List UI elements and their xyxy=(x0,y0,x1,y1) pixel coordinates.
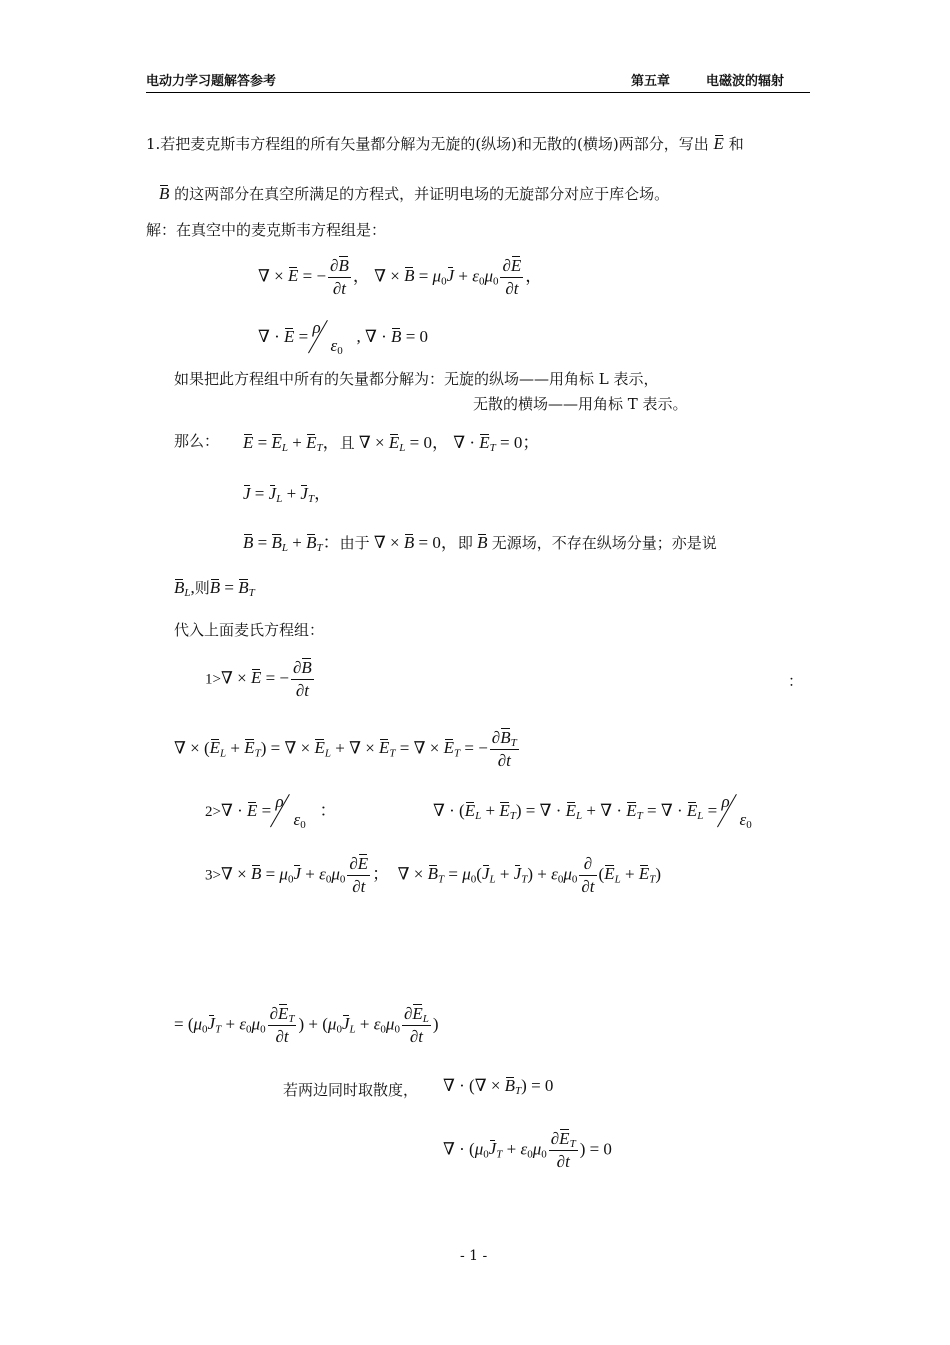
eq1-expanded: ∇ × $(E_L + E_T)$ = ∇ × $E_L$ + ∇ × $E_T$ = ∇ × $E_T$ = − $\frac{\partial B_T}{\partial t}$ xyxy=(174,728,517,770)
page-number: - 1 - xyxy=(460,1248,488,1264)
j-decomposition: $J = J_L + J_T$， xyxy=(243,484,332,505)
problem-symbol-B: B xyxy=(159,184,170,203)
ze-word: 则 xyxy=(194,581,210,597)
eq2-gauss: 2>∇ · E = ρ $\varepsilon_0$ ： xyxy=(205,792,337,831)
maxwell-div-equations: ∇ · E = ρ $\varepsilon_0$ , ∇ · B = 0 xyxy=(258,318,429,357)
divergence-of-curl: ∇ · (∇ × $B_T) = 0$ xyxy=(443,1076,554,1097)
solution-intro: 解：在真空中的麦克斯韦方程组是： xyxy=(146,221,387,239)
maxwell-curl-equations: ∇ × E = − $\frac{\partial B}{\partial t}$ ， ∇ × $B = \mu_0J + \varepsilon_0\mu_0$ $\frac{\partial E}{\partial t}$ ， xyxy=(258,256,543,298)
problem-line-2-text: 的这两部分在真空所满足的方程式，并证明电场的无旋部分对应于库仑场。 xyxy=(174,185,670,203)
e-decomposition: $E = E_L + E_T$，且 ∇ × $E_L = 0$， ∇ · $E_T = 0$； xyxy=(243,433,540,454)
then-label: 那么： xyxy=(174,432,220,450)
b-text-1: 由于 xyxy=(339,536,370,552)
eq1-faraday: 1>∇ × E = − $\frac{\partial B}{\partial t}$ xyxy=(205,658,312,700)
eq1-label: 1> xyxy=(205,671,221,688)
b-decomposition: $B = B_L + B_T$：由于 ∇ × B = 0，即 B 无源场，不存在纵场分量；亦是说 xyxy=(243,533,717,554)
problem-line-1-tail: 和 xyxy=(728,135,744,153)
problem-line-1-text: 1.若把麦克斯韦方程组的所有矢量都分解为无旋的(纵场)和无散的(横场)两部分，写出 xyxy=(146,135,709,153)
b-text-2: 即 xyxy=(457,536,473,552)
running-header-chapter: 第五章 xyxy=(631,74,671,89)
eq2-expanded: ∇ · $(E_L + E_T)$ = ∇ · $E_L$ + ∇ · $E_T$ = ∇ · $E_L$ = ρ $\varepsilon_0$ xyxy=(433,792,752,831)
problem-symbol-E: E xyxy=(713,134,724,153)
stray-colon: ： xyxy=(788,672,804,690)
eq3-ampere: $3>\nabla \times B = \mu_0J + \varepsilon_0\mu_0$ $\frac{\partial E}{\partial t}$ ； ∇ × $B_T = \mu_0(J_L + J_T) + \varepsilon_0\mu_0$ $\frac{\partial}{\partial t}$ $(E_L + E_T)$ xyxy=(205,854,661,896)
running-header-left: 电动力学习题解答参考 xyxy=(146,74,277,89)
eq3-rearranged: = ($\mu_0J_T + \varepsilon_0\mu_0$ $\frac{\partial E_T}{\partial t}$ ) + ($\mu_0J_L + \varepsilon_0\mu_0$ $\frac{\partial E_L}{\partial t}$ ) xyxy=(174,1004,439,1046)
header-rule xyxy=(146,92,810,93)
and-word: 且 xyxy=(339,436,355,452)
problem-line-2 xyxy=(159,183,669,204)
divergence-result: ∇ · ($\mu_0J_T + \varepsilon_0\mu_0$ $\frac{\partial E_T}{\partial t}$ ) = 0 xyxy=(443,1129,612,1171)
divergence-text: 若两边同时取散度， xyxy=(283,1081,419,1099)
b-text-3: 无源场，不存在纵场分量；亦是说 xyxy=(491,536,717,552)
b-transverse-conclusion: $B_L$,则$B = B_T$ xyxy=(174,578,255,599)
eq3-label: 3> xyxy=(205,867,221,884)
running-header-title: 电磁波的辐射 xyxy=(706,74,785,89)
problem-line-1 xyxy=(146,133,744,154)
decompose-line-2: 无散的横场——用角标 T 表示。 xyxy=(473,395,688,413)
eq2-label: 2> xyxy=(205,803,221,820)
zero-value: 0 xyxy=(419,326,429,346)
substitute-text: 代入上面麦氏方程组： xyxy=(174,621,325,639)
decompose-line-1: 如果把此方程组中所有的矢量都分解为：无旋的纵场——用角标 L 表示， xyxy=(174,370,659,388)
